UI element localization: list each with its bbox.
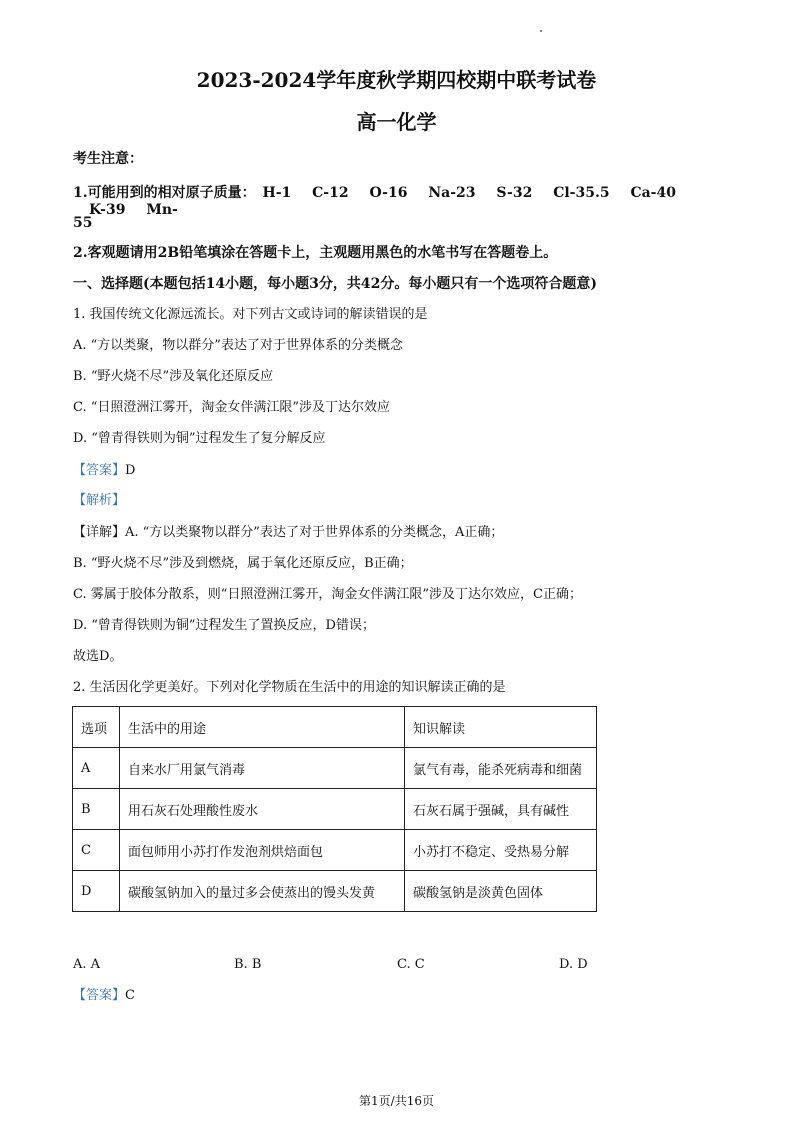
table-row: [73, 748, 597, 789]
answer-value: D: [125, 463, 136, 478]
mass-mn: Mn-: [146, 202, 178, 218]
q1-option-c: C. “日照澄洲江雾开，淘金女伴满江限”涉及丁达尔效应: [73, 400, 391, 415]
table-cell: 碳酸氢钠加入的量过多会使蒸出的馒头发黄: [120, 871, 405, 912]
q1-option-b: B. “野火烧不尽”涉及氧化还原反应: [73, 369, 274, 384]
table-header-cell: 选项: [73, 707, 120, 748]
section-1-heading: 一、选择题(本题包括14小题，每小题3分，共42分。每小题只有一个选项符合题意): [73, 276, 597, 292]
exam-subtitle: 高一化学: [356, 110, 437, 134]
mass-ca: Ca-40: [630, 185, 676, 201]
atomic-mass-wrap: 55: [73, 215, 93, 231]
mass-o: O-16: [369, 185, 408, 201]
page-footer: 第1页/共16页: [359, 1094, 434, 1108]
table-cell: 碳酸氢钠是淡黄色固体: [405, 871, 597, 912]
table-cell: B: [73, 789, 120, 830]
answer-label: 【答案】: [73, 988, 126, 1003]
mass-na: Na-23: [428, 185, 476, 201]
q2-table: [72, 706, 597, 912]
table-header-cell: 生活中的用途: [120, 707, 405, 748]
table-row: [73, 789, 597, 830]
decorative-dot: [540, 30, 542, 32]
atomic-mass-line: [73, 182, 723, 218]
mass-cl: Cl-35.5: [553, 185, 610, 201]
q1-option-a: A. “方以类聚，物以群分”表达了对于世界体系的分类概念: [73, 338, 403, 353]
q1-analysis-label: 【解析】: [73, 493, 126, 508]
notice-item-2: 2.客观题请用2B铅笔填涂在答题卡上，主观题用黑色的水笔书写在答题卷上。: [73, 245, 558, 261]
q1-detail-line: C. 雾属于胶体分散系，则“日照澄洲江雾开，淘金女伴满江限”涉及丁达尔效应，C正确；: [73, 587, 582, 602]
q1-detail-line: D. “曾青得铁则为铜”过程发生了置换反应，D错误；: [73, 618, 375, 633]
table-cell: 石灰石属于强碱，具有碱性: [405, 789, 597, 830]
mass-k: K-39: [89, 202, 126, 218]
exam-title: 2023-2024学年度秋学期四校期中联考试卷: [196, 68, 597, 92]
q2-option-d: D. D: [559, 957, 588, 972]
mass-s: S-32: [496, 185, 533, 201]
table-cell: 面包师用小苏打作发泡剂烘焙面包: [120, 830, 405, 871]
q2-option-b: B. B: [234, 957, 262, 972]
table-cell: D: [73, 871, 120, 912]
mass-h: H-1: [262, 185, 292, 201]
table-row: [73, 830, 597, 871]
q1-detail-line: 【详解】A. “方以类聚物以群分”表达了对于世界体系的分类概念，A正确；: [73, 525, 504, 540]
table-cell: A: [73, 748, 120, 789]
notice-heading: 考生注意：: [73, 151, 143, 167]
table-cell: 小苏打不稳定、受热易分解: [405, 830, 597, 871]
q1-option-d: D. “曾青得铁则为铜”过程发生了复分解反应: [73, 431, 326, 446]
q1-detail-line: B. “野火烧不尽”涉及到燃烧，属于氧化还原反应，B正确；: [73, 556, 413, 571]
q2-option-a: A. A: [73, 957, 101, 972]
q2-answer: [73, 987, 135, 1005]
answer-value: C: [125, 988, 135, 1003]
answer-label: 【答案】: [73, 463, 126, 478]
q1-detail-line: 故选D。: [73, 649, 123, 664]
table-cell: 氯气有毒，能杀死病毒和细菌: [405, 748, 597, 789]
table-cell: 用石灰石处理酸性废水: [120, 789, 405, 830]
table-row: [73, 871, 597, 912]
table-cell: 自来水厂用氯气消毒: [120, 748, 405, 789]
q1-answer: [73, 462, 135, 480]
q2-stem: 2. 生活因化学更美好。下列对化学物质在生活中的用途的知识解读正确的是: [73, 680, 506, 695]
q1-stem: 1. 我国传统文化源远流长。对下列古文或诗词的解读错误的是: [73, 307, 428, 322]
table-header-row: [73, 707, 597, 748]
atomic-mass-prefix: 1.可能用到的相对原子质量：: [73, 185, 256, 201]
table-cell: C: [73, 830, 120, 871]
q2-option-c: C. C: [397, 957, 425, 972]
table-header-cell: 知识解读: [405, 707, 597, 748]
mass-c: C-12: [312, 185, 349, 201]
